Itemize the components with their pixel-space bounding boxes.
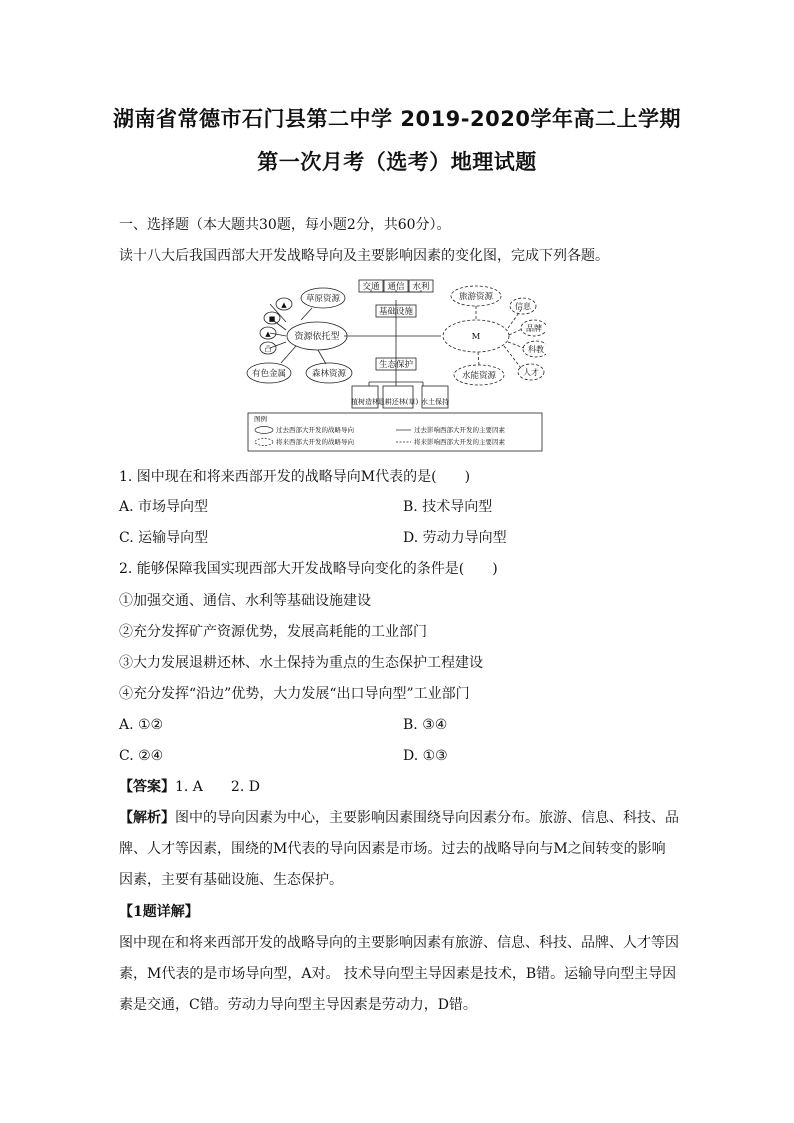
legend-future-orient: 将来西部大开发的战略导向 (276, 438, 354, 446)
answer-text: 1. A 2. D (175, 779, 260, 795)
q1-stem: 1. 图中现在和将来西部开发的战略导向M代表的是( ) (119, 469, 471, 485)
node-brand: 品牌 (526, 324, 542, 333)
q2-item-2: ②充分发挥矿产资源优势，发展高耗能的工业部门 (119, 624, 427, 640)
q2-option-a: A. ①② (119, 717, 164, 733)
q1-option-c: C. 运输导向型 (119, 530, 209, 546)
question-intro: 读十八大后我国西部大开发战略导向及主要影响因素的变化图，完成下列各题。 (119, 248, 609, 264)
node-metal: 有色金属 (251, 369, 287, 379)
q1-option-a: A. 市场导向型 (119, 499, 209, 515)
node-tourism: 旅游资源 (458, 292, 494, 302)
node-hydro: 水能资源 (461, 371, 497, 381)
legend-future-factor: 将来影响西部大开发的主要因素 (414, 438, 505, 446)
box-infra: 基础设施 (378, 307, 414, 317)
q1-option-d: D. 劳动力导向型 (403, 530, 507, 546)
title-line-2: 第一次月考（选考）地理试题 (257, 150, 537, 174)
legend-title: 图例 (254, 415, 267, 423)
q1-option-b: B. 技术导向型 (403, 499, 493, 515)
detail1-text: 图中现在和将来西部开发的战略导向的主要影响因素有旅游、信息、科技、品牌、人才等因素，M代表的是市场导向型，A对。 技术导向型主导因素是技术，B错。运输导向型主导因素是交通，C错。劳动力导向型主导因素是劳动力，D错。 (119, 935, 679, 1013)
q2-option-d: D. ①③ (403, 748, 448, 764)
q2-option-c: C. ②④ (119, 748, 164, 764)
node-m: M (471, 332, 481, 342)
node-talent: 人才 (523, 368, 539, 377)
box-communication: 通信 (387, 282, 405, 292)
node-resource: 资源依托型 (294, 332, 340, 342)
node-info: 信息 (515, 302, 531, 311)
box-return: 退耕还林(草) (377, 398, 419, 406)
answer-label: 【答案】 (119, 779, 175, 795)
node-grassland: 草原资源 (305, 294, 341, 304)
symbol-3: ▲ (265, 330, 271, 338)
box-water: 水利 (412, 282, 430, 292)
q2-item-1: ①加强交通、通信、水利等基础设施建设 (119, 593, 371, 609)
symbol-1: ▲ (281, 301, 287, 309)
box-soil: 水土保持 (421, 398, 449, 406)
symbol-4: 凸 (264, 345, 272, 353)
legend-past-orient: 过去西部大开发的战略导向 (276, 426, 354, 434)
detail1-label: 【1题详解】 (119, 904, 199, 920)
q2-item-4: ④充分发挥“沿边”优势，大力发展“出口导向型”工业部门 (119, 686, 470, 702)
analysis-label: 【解析】 (119, 810, 175, 826)
title-line-1: 湖南省常德市石门县第二中学 2019-2020学年高二上学期 (113, 107, 681, 131)
answer-line (119, 777, 260, 797)
analysis-paragraph (119, 803, 679, 896)
symbol-2: ■ (268, 315, 276, 323)
q2-stem: 2. 能够保障我国实现西部大开发战略导向变化的条件是( ) (119, 561, 498, 577)
legend-past-factor: 过去影响西部大开发的主要因素 (414, 426, 505, 434)
section-heading: 一、选择题（本大题共30题，每小题2分，共60分）。 (119, 217, 451, 233)
box-eco: 生态保护 (378, 360, 414, 370)
box-afforest: 植树造林 (351, 398, 379, 406)
node-education: 科教 (528, 345, 544, 354)
q2-option-b: B. ③④ (403, 717, 448, 733)
strategy-diagram (246, 278, 546, 453)
q2-item-3: ③大力发展退耕还林、水土保持为重点的生态保护工程建设 (119, 655, 483, 671)
box-transport: 交通 (362, 282, 380, 292)
node-forest: 森林资源 (311, 369, 347, 379)
analysis-text: 图中的导向因素为中心，主要影响因素围绕导向因素分布。旅游、信息、科技、品牌、人才等因素，围绕的M代表的导向因素是市场。过去的战略导向与M之间转变的影响因素，主要有基础设施、生态保护。 (119, 810, 679, 888)
